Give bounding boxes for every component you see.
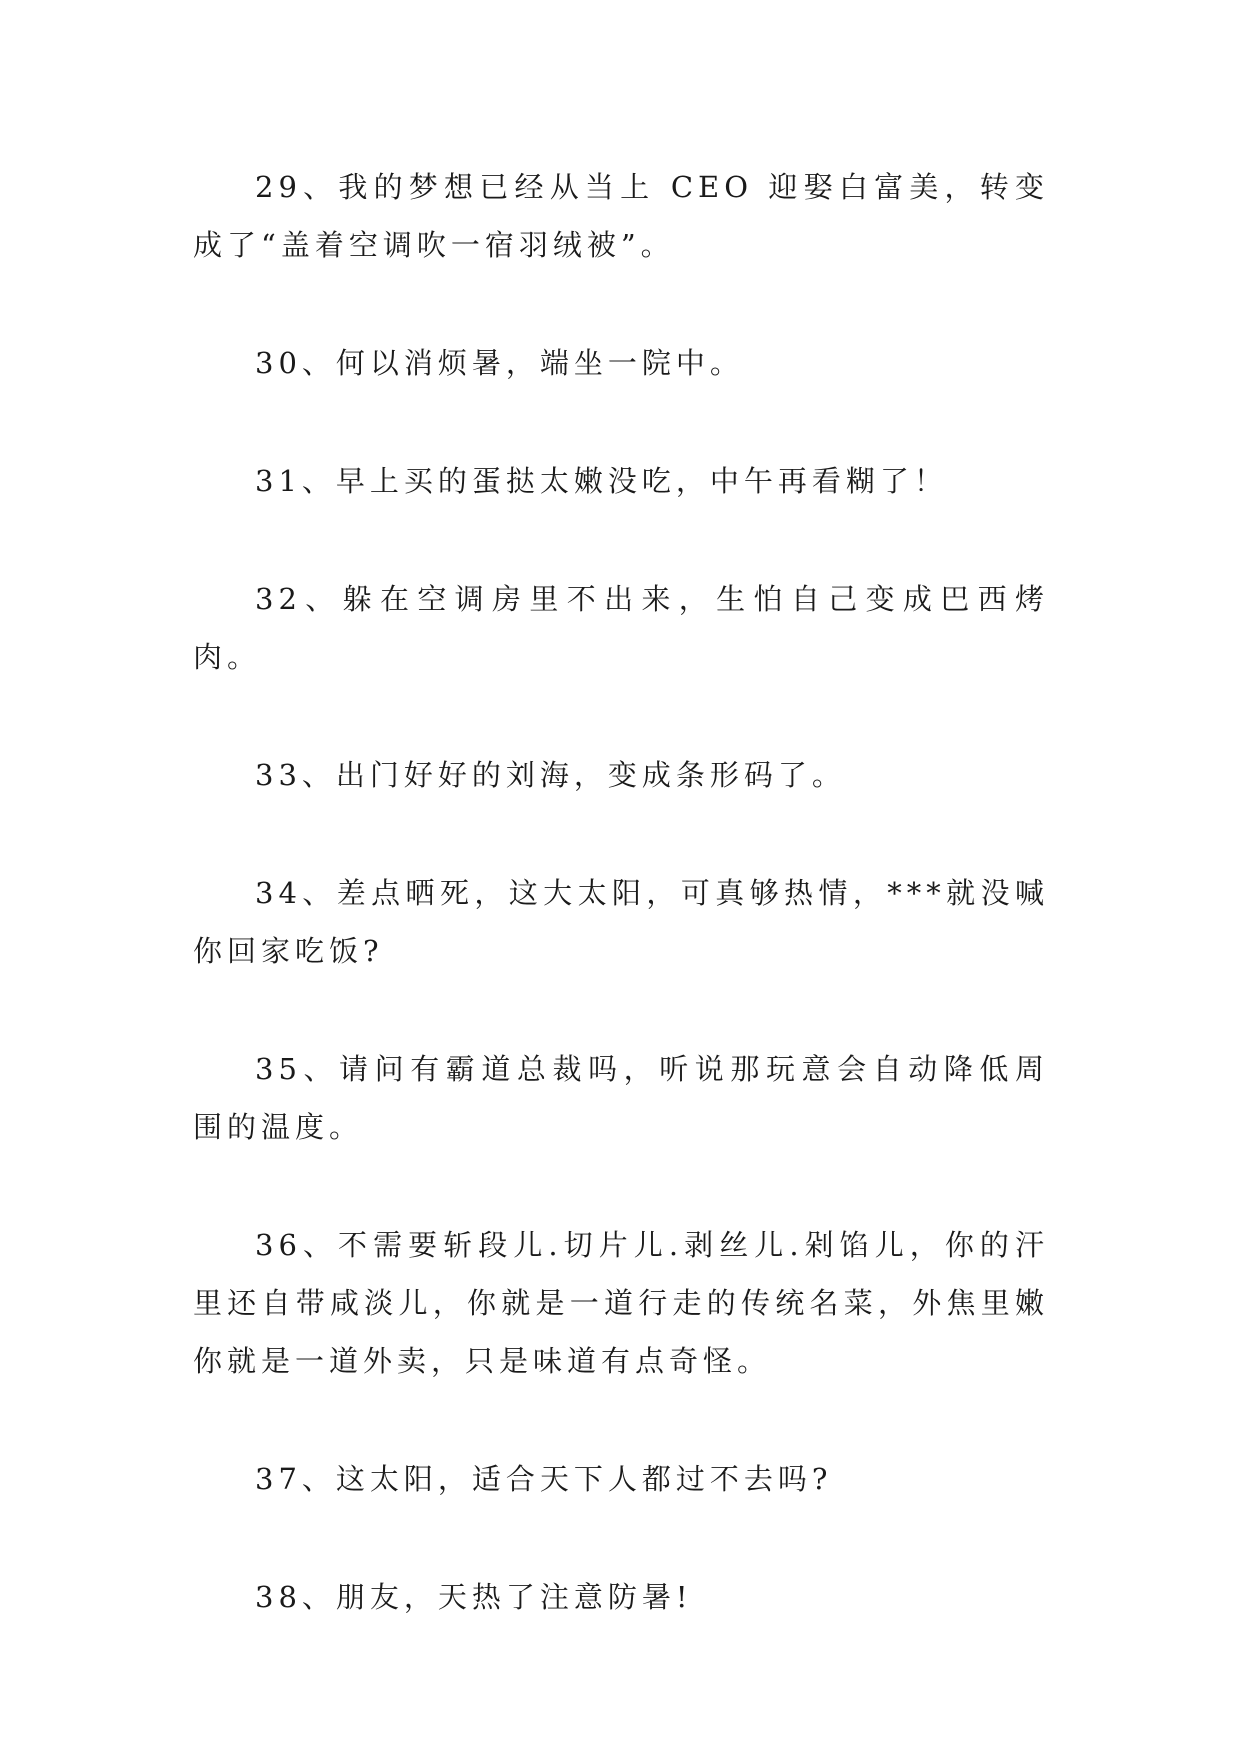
paragraph-35: 35、请问有霸道总裁吗，听说那玩意会自动降低周围的温度。	[193, 1052, 1049, 1144]
document-page	[193, 158, 1049, 1626]
paragraph-33: 33、出门好好的刘海，变成条形码了。	[255, 758, 846, 792]
paragraph-34: 34、差点晒死，这大太阳，可真够热情，***就没喊你回家吃饭?	[193, 876, 1049, 968]
paragraph-30: 30、何以消烦暑，端坐一院中。	[255, 346, 744, 380]
paragraph-32: 32、躲在空调房里不出来，生怕自己变成巴西烤肉。	[193, 582, 1049, 674]
paragraph-36: 36、不需要斩段儿.切片儿.剥丝儿.剁馅儿，你的汗里还自带咸淡儿，你就是一道行走的传统名菜，外焦里嫩你就是一道外卖，只是味道有点奇怪。	[193, 1228, 1049, 1378]
paragraph-31: 31、早上买的蛋挞太嫩没吃，中午再看糊了！	[255, 464, 948, 498]
paragraph-38: 38、朋友，天热了注意防暑!	[255, 1580, 693, 1614]
paragraph-29: 29、我的梦想已经从当上 CEO 迎娶白富美，转变成了“盖着空调吹一宿羽绒被”。	[193, 170, 1049, 262]
paragraph-37: 37、这太阳，适合天下人都过不去吗?	[255, 1462, 833, 1496]
